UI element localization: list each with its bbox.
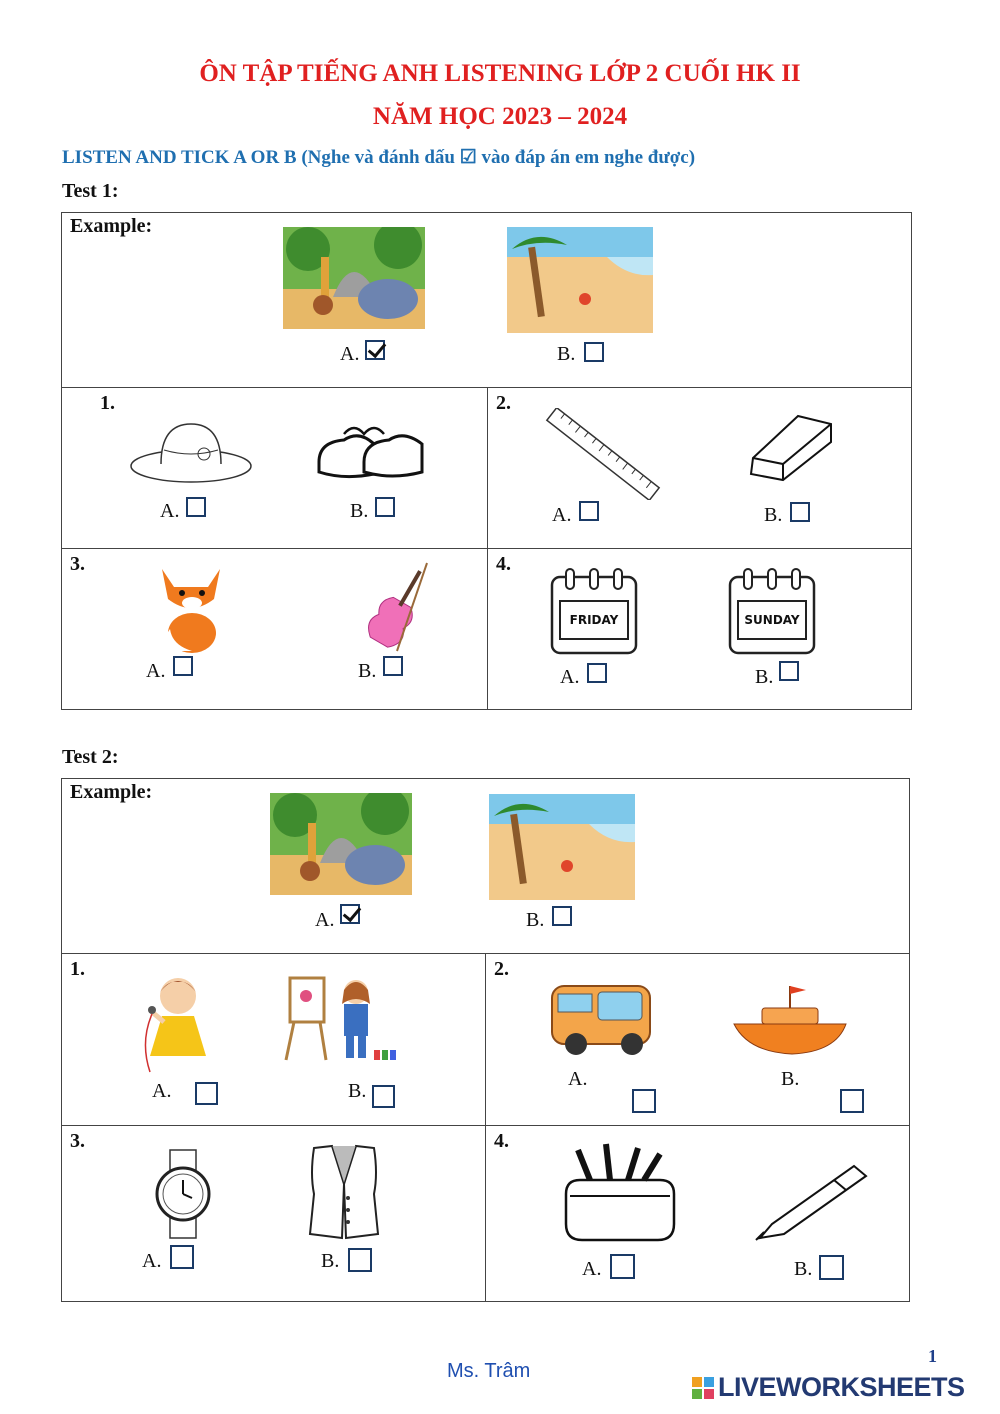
author-name: Ms. Trâm [447, 1360, 531, 1382]
example-checkbox-b[interactable] [584, 342, 604, 362]
question-number: 2. [494, 958, 509, 980]
pen-icon [754, 1160, 870, 1242]
bus-icon [548, 980, 654, 1058]
liveworksheets-brand[interactable]: LIVEWORKSHEETS [718, 1372, 965, 1402]
instruction: LISTEN AND TICK A OR B (Nghe và đánh dấu ☑ vào đáp án em nghe được) [62, 147, 696, 168]
test1-question-3 [61, 548, 488, 710]
example-label: Example: [70, 215, 153, 237]
checkbox-b[interactable] [840, 1089, 864, 1113]
example-option-a: A. [340, 343, 360, 365]
liveworksheets-logo-icon [692, 1377, 714, 1399]
ruler-icon [543, 408, 663, 500]
checkbox-a[interactable] [579, 501, 599, 521]
test2-question-4 [485, 1125, 910, 1302]
question-number: 1. [70, 958, 85, 980]
test2-label: Test 2: [62, 746, 119, 768]
calendar-day-text: SUNDAY [744, 613, 800, 627]
option-b-label: B. [794, 1258, 813, 1280]
question-number: 1. [100, 392, 115, 414]
eraser-icon [743, 406, 838, 484]
option-b-label: B. [350, 500, 369, 522]
example-option-a: A. [315, 909, 335, 931]
option-a-label: A. [142, 1250, 162, 1272]
pencil-case-icon [560, 1140, 680, 1244]
checkbox-b[interactable] [375, 497, 395, 517]
test2-example-cell [61, 778, 910, 954]
fox-icon [152, 559, 230, 655]
question-number: 4. [496, 553, 511, 575]
checkbox-a[interactable] [632, 1089, 656, 1113]
checkbox-b[interactable] [779, 661, 799, 681]
painting-girl-icon [282, 974, 396, 1064]
checkbox-b[interactable] [383, 656, 403, 676]
option-a-label: A. [146, 660, 166, 682]
singing-girl-icon [132, 972, 222, 1076]
option-b-label: B. [321, 1250, 340, 1272]
checkbox-a[interactable] [186, 497, 206, 517]
test1-example-cell [61, 212, 912, 388]
page-number: 1 [928, 1346, 937, 1366]
shoes-icon [314, 422, 426, 484]
question-number: 4. [494, 1130, 509, 1152]
question-number: 3. [70, 553, 85, 575]
calendar-friday-icon [550, 567, 638, 655]
option-a-label: A. [560, 666, 580, 688]
watch-icon [152, 1148, 214, 1240]
question-number: 2. [496, 392, 511, 414]
checkbox-b[interactable] [348, 1248, 372, 1272]
beach-picture-icon [489, 794, 635, 900]
option-a-label: A. [552, 504, 572, 526]
school-year: NĂM HỌC 2023 – 2024 [372, 103, 628, 130]
example-option-b: B. [557, 343, 576, 365]
checkbox-b[interactable] [790, 502, 810, 522]
checkbox-a[interactable] [170, 1245, 194, 1269]
option-b-label: B. [764, 504, 783, 526]
worksheet-title: ÔN TẬP TIẾNG ANH LISTENING LỚP 2 CUỐI HK II [199, 60, 801, 87]
option-b-label: B. [755, 666, 774, 688]
calendar-sunday-icon [728, 567, 816, 655]
hat-icon [126, 416, 256, 486]
option-b-label: B. [348, 1080, 367, 1102]
example-checkbox-b[interactable] [552, 906, 572, 926]
option-a-label: A. [582, 1258, 602, 1280]
example-checkbox-a[interactable] [365, 340, 385, 360]
violin-icon [357, 561, 437, 653]
zoo-picture-icon [270, 793, 412, 895]
test2-question-2 [485, 953, 910, 1126]
zoo-picture-icon [283, 227, 425, 329]
option-b-label: B. [358, 660, 377, 682]
option-a-label: A. [152, 1080, 172, 1102]
checkbox-b[interactable] [372, 1085, 395, 1108]
question-number: 3. [70, 1130, 85, 1152]
example-checkbox-a[interactable] [340, 904, 360, 924]
option-b-label: B. [781, 1068, 800, 1090]
checkbox-a[interactable] [610, 1254, 635, 1279]
checkbox-b[interactable] [819, 1255, 844, 1280]
test2-question-3 [61, 1125, 486, 1302]
vest-icon [308, 1144, 380, 1240]
checkbox-a[interactable] [587, 663, 607, 683]
beach-picture-icon [507, 227, 653, 333]
test1-question-4 [487, 548, 912, 710]
test1-question-2 [487, 387, 912, 549]
example-option-b: B. [526, 909, 545, 931]
example-label: Example: [70, 781, 153, 803]
option-a-label: A. [568, 1068, 588, 1090]
checkbox-a[interactable] [195, 1082, 218, 1105]
checkbox-a[interactable] [173, 656, 193, 676]
test2-question-1 [61, 953, 486, 1126]
calendar-day-text: FRIDAY [569, 613, 619, 627]
test1-question-1 [61, 387, 488, 549]
option-a-label: A. [160, 500, 180, 522]
test1-label: Test 1: [62, 180, 119, 202]
boat-icon [732, 982, 848, 1058]
